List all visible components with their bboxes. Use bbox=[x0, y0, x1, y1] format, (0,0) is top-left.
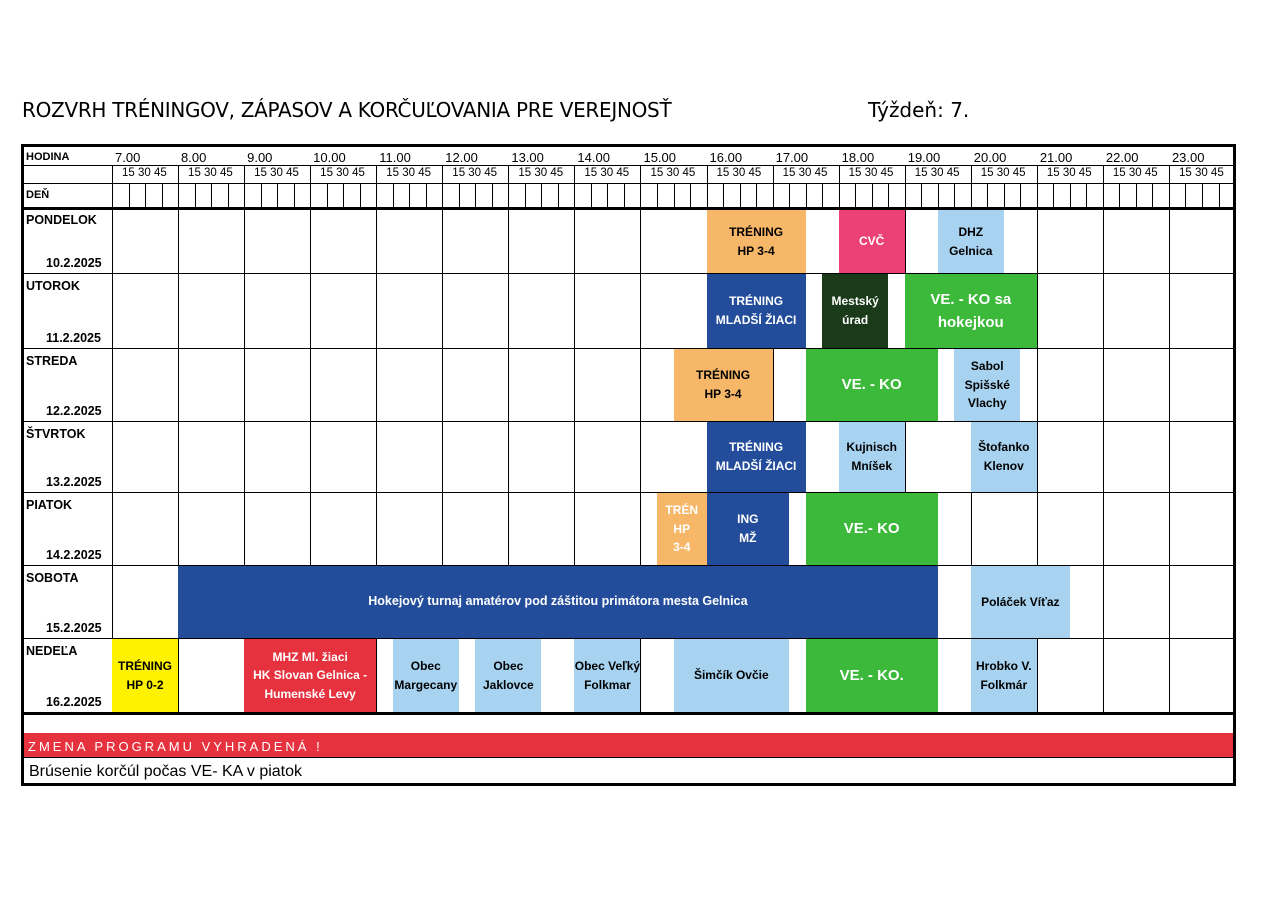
grid-line bbox=[888, 183, 889, 207]
schedule-event: MHZ Ml. žiaci HK Slovan Gelnica - Humenské Levy bbox=[244, 639, 376, 712]
quarter-label: 15 30 45 bbox=[848, 167, 894, 179]
grid-line bbox=[756, 183, 757, 207]
schedule-event: Obec Jaklovce bbox=[475, 639, 541, 712]
hour-label: 22.00 bbox=[1105, 150, 1139, 165]
day-name: PONDELOK bbox=[26, 213, 97, 227]
quarter-label: 15 30 45 bbox=[584, 167, 630, 179]
grid-line bbox=[294, 183, 295, 207]
day-date: 16.2.2025 bbox=[46, 695, 102, 709]
quarter-label: 15 30 45 bbox=[650, 167, 696, 179]
grid-line bbox=[1020, 183, 1021, 207]
grid-line bbox=[822, 183, 823, 207]
day-name: SOBOTA bbox=[26, 571, 79, 585]
hour-label: 11.00 bbox=[379, 150, 411, 165]
grid-line bbox=[24, 757, 1233, 758]
schedule-event: Šimčík Ovčie bbox=[674, 639, 790, 712]
schedule-event: Obec Veľký Folkmar bbox=[574, 639, 640, 712]
schedule-event: Poláček Víťaz bbox=[971, 566, 1070, 638]
grid-line bbox=[938, 183, 939, 207]
grid-line bbox=[24, 207, 1233, 210]
grid-line bbox=[674, 183, 675, 207]
grid-line bbox=[360, 183, 361, 207]
grid-line bbox=[954, 183, 955, 207]
grid-line bbox=[1119, 183, 1120, 207]
day-name: PIATOK bbox=[26, 498, 73, 512]
day-date: 15.2.2025 bbox=[46, 621, 102, 635]
schedule-event: Hrobko V. Folkmár bbox=[971, 639, 1037, 712]
hour-label: 15.00 bbox=[643, 150, 677, 165]
grid-line bbox=[607, 183, 608, 207]
quarter-label: 15 30 45 bbox=[518, 167, 564, 179]
grid-line bbox=[1136, 183, 1137, 207]
grid-line bbox=[657, 183, 658, 207]
schedule-event: Sabol Spišské Vlachy bbox=[954, 349, 1020, 421]
quarter-label: 15 30 45 bbox=[188, 167, 233, 179]
schedule-event: ING MŽ bbox=[707, 493, 790, 565]
grid-line bbox=[624, 183, 625, 207]
grid-line bbox=[872, 183, 873, 207]
hour-label: 14.00 bbox=[577, 150, 610, 165]
grid-line bbox=[343, 183, 344, 207]
hour-label: 7.00 bbox=[115, 150, 141, 165]
day-date: 13.2.2025 bbox=[46, 475, 102, 489]
week-number: Týždeň: 7. bbox=[868, 98, 970, 122]
schedule-event: VE. - KO bbox=[806, 349, 938, 421]
hour-label: 16.00 bbox=[709, 150, 743, 165]
schedule-event: TRÉN HP 3-4 bbox=[657, 493, 707, 565]
hour-label: 10.00 bbox=[313, 150, 346, 165]
grid-line bbox=[211, 183, 212, 207]
grid-line bbox=[1219, 183, 1220, 207]
quarter-label: 15 30 45 bbox=[254, 167, 299, 179]
schedule-event: Štofanko Klenov bbox=[971, 422, 1037, 492]
grid-line bbox=[987, 183, 988, 207]
grid-line bbox=[806, 183, 807, 207]
grid-line bbox=[24, 165, 1233, 166]
grid-line bbox=[24, 492, 1233, 493]
quarter-label: 15 30 45 bbox=[980, 167, 1026, 179]
grid-line bbox=[24, 273, 1233, 274]
hour-label: 12.00 bbox=[445, 150, 478, 165]
schedule-event: CVČ bbox=[839, 210, 905, 273]
schedule-event: DHZ Gelnica bbox=[938, 210, 1004, 273]
grid-line bbox=[1152, 183, 1153, 207]
program-change-notice: ZMENA PROGRAMU VYHRADENÁ ! bbox=[24, 733, 1233, 757]
hour-label: 13.00 bbox=[511, 150, 544, 165]
grid-line bbox=[145, 183, 146, 207]
schedule-event: TRÉNING HP 3-4 bbox=[674, 349, 773, 421]
grid-line bbox=[492, 183, 493, 207]
grid-line bbox=[459, 183, 460, 207]
schedule-event: TRÉNING HP 0-2 bbox=[112, 639, 178, 712]
day-name: STREDA bbox=[26, 354, 78, 368]
grid-line bbox=[112, 165, 113, 712]
grid-line bbox=[1103, 165, 1104, 712]
grid-line bbox=[558, 183, 559, 207]
grid-line bbox=[277, 183, 278, 207]
hour-label: 8.00 bbox=[181, 150, 207, 165]
day-date: 14.2.2025 bbox=[46, 548, 102, 562]
grid-line bbox=[789, 183, 790, 207]
schedule-event: Mestský úrad bbox=[822, 274, 888, 348]
grid-line bbox=[24, 421, 1233, 422]
grid-line bbox=[723, 183, 724, 207]
grid-line bbox=[591, 183, 592, 207]
schedule-table bbox=[21, 144, 1236, 786]
quarter-label: 15 30 45 bbox=[1112, 167, 1158, 179]
day-name: UTOROK bbox=[26, 279, 80, 293]
grid-line bbox=[1185, 183, 1186, 207]
quarter-label: 15 30 45 bbox=[452, 167, 498, 179]
grid-line bbox=[327, 183, 328, 207]
quarter-label: 15 30 45 bbox=[716, 167, 762, 179]
schedule-event: Hokejový turnaj amatérov pod záštitou primátora mesta Gelnica bbox=[178, 566, 938, 638]
day-name: ŠTVRTOK bbox=[26, 427, 86, 441]
grid-line bbox=[525, 183, 526, 207]
quarter-label: 15 30 45 bbox=[320, 167, 365, 179]
grid-line bbox=[855, 183, 856, 207]
grid-line bbox=[921, 183, 922, 207]
quarter-label: 15 30 45 bbox=[914, 167, 960, 179]
schedule-event: VE.- KO bbox=[806, 493, 938, 565]
quarter-label: 15 30 45 bbox=[1046, 167, 1092, 179]
grid-line bbox=[24, 712, 1233, 715]
day-name: NEDEĽA bbox=[26, 644, 78, 658]
grid-line bbox=[1202, 183, 1203, 207]
schedule-event: VE. - KO sa hokejkou bbox=[905, 274, 1037, 348]
grid-line bbox=[1070, 183, 1071, 207]
footer-note: Brúsenie korčúl počas VE- KA v piatok bbox=[29, 763, 303, 780]
grid-line bbox=[195, 183, 196, 207]
hour-label: 9.00 bbox=[247, 150, 273, 165]
grid-line bbox=[393, 183, 394, 207]
day-date: 12.2.2025 bbox=[46, 404, 102, 418]
hour-label: 21.00 bbox=[1039, 150, 1073, 165]
grid-line bbox=[475, 183, 476, 207]
grid-line bbox=[1086, 183, 1087, 207]
grid-line bbox=[1053, 183, 1054, 207]
schedule-event: Kujnisch Mníšek bbox=[839, 422, 905, 492]
schedule-event: TRÉNING MLADŠÍ ŽIACI bbox=[707, 274, 806, 348]
grid-line bbox=[129, 183, 130, 207]
quarter-label: 15 30 45 bbox=[1178, 167, 1224, 179]
day-date: 10.2.2025 bbox=[46, 256, 102, 270]
grid-line bbox=[740, 183, 741, 207]
hour-label: HODINA bbox=[26, 151, 70, 163]
day-label: DEŇ bbox=[26, 189, 50, 201]
day-date: 11.2.2025 bbox=[46, 331, 101, 345]
grid-line bbox=[1169, 165, 1170, 712]
page-title: ROZVRH TRÉNINGOV, ZÁPASOV A KORČUĽOVANIA PRE VEREJNOSŤ bbox=[22, 98, 672, 122]
grid-line bbox=[1004, 183, 1005, 207]
schedule-event: TRÉNING MLADŠÍ ŽIACI bbox=[707, 422, 806, 492]
grid-line bbox=[228, 183, 229, 207]
hour-label: 19.00 bbox=[907, 150, 941, 165]
quarter-label: 15 30 45 bbox=[122, 167, 167, 179]
hour-label: 17.00 bbox=[775, 150, 809, 165]
grid-line bbox=[162, 183, 163, 207]
hour-label: 18.00 bbox=[841, 150, 875, 165]
grid-line bbox=[541, 183, 542, 207]
grid-line bbox=[409, 183, 410, 207]
grid-line bbox=[24, 183, 1233, 184]
hour-label: 23.00 bbox=[1171, 150, 1205, 165]
schedule-event: VE. - KO. bbox=[806, 639, 938, 712]
grid-line bbox=[690, 183, 691, 207]
grid-line bbox=[426, 183, 427, 207]
schedule-event: Obec Margecany bbox=[393, 639, 459, 712]
hour-label: 20.00 bbox=[973, 150, 1007, 165]
grid-line bbox=[24, 348, 1233, 349]
quarter-label: 15 30 45 bbox=[782, 167, 828, 179]
schedule-event: TRÉNING HP 3-4 bbox=[707, 210, 806, 273]
grid-line bbox=[261, 183, 262, 207]
quarter-label: 15 30 45 bbox=[386, 167, 431, 179]
